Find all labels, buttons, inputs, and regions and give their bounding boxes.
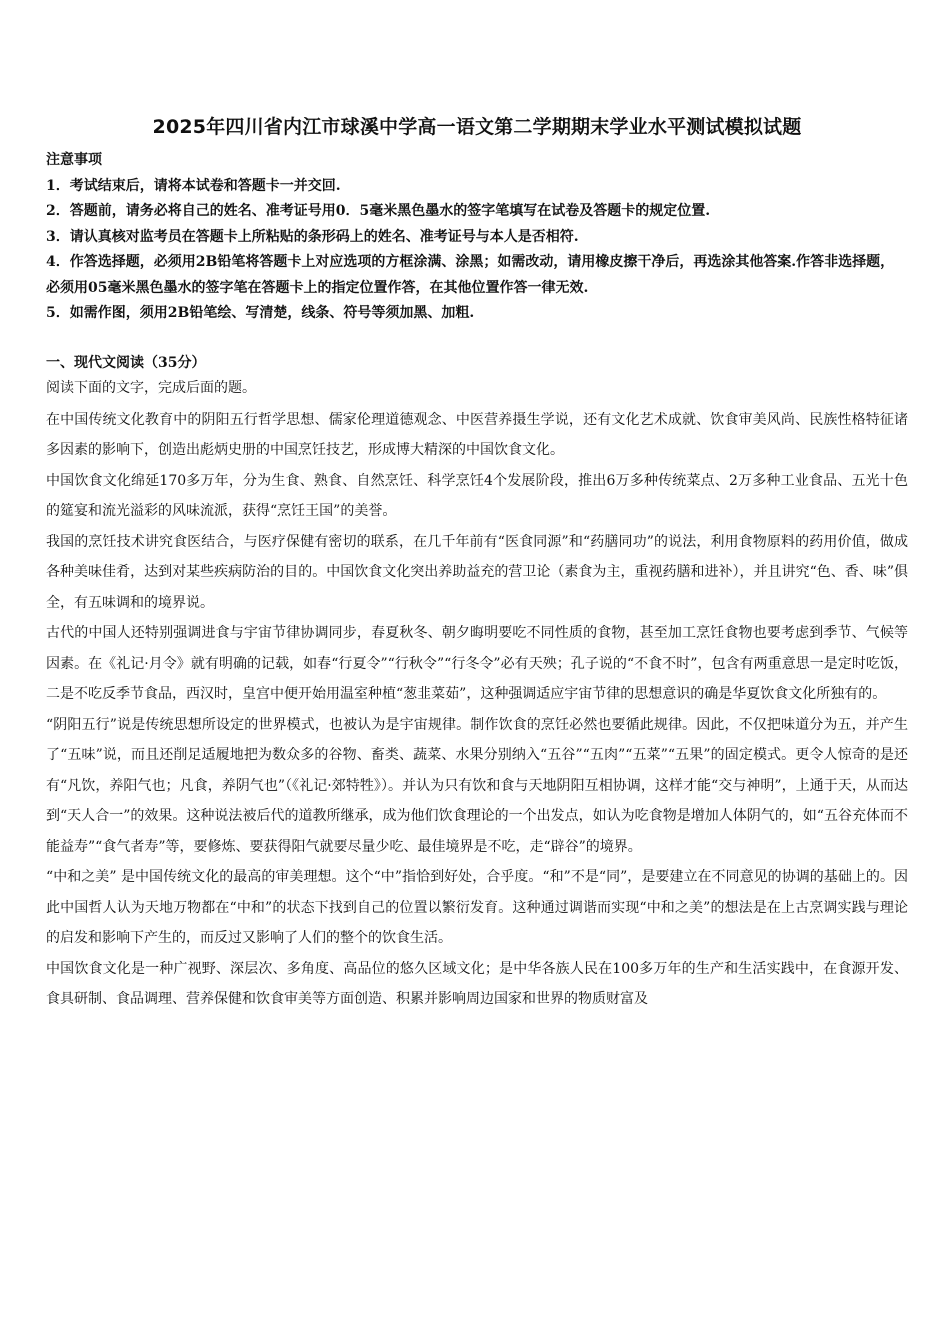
body-paragraph: 在中国传统文化教育中的阴阳五行哲学思想、儒家伦理道德观念、中医营养摄生学说，还有文化艺术成就、饮食审美风尚、民族性格特征诸多因素的影响下，创造出彪炳史册的中国烹饪技艺，形成博大精深的中国饮食文化。 [46, 411, 908, 458]
notice-item: 5．如需作图，须用2B铅笔绘、写清楚，线条、符号等须加黑、加粗. [46, 305, 475, 321]
body-paragraph: “阴阳五行”说是传统思想所设定的世界模式，也被认为是宇宙规律。制作饮食的烹饪必然也要循此规律。因此，不仅把味道分为五，并产生了“五味”说，而且还削足适履地把为数众多的谷物、畜类、蔬菜、水果分别纳入“五谷”“五肉”“五菜”“五果”的固定模式。更令人惊奇的是还有“凡饮，养阳气也；凡食，养阴气也”（《礼记·郊特牲》）。并认为只有饮和食与天地阴阳互相协调，这样才能“交与神明”，上通于天，从而达到“天人合一”的效果。这种说法被后代的道教所继承，成为他们饮食理论的一个出发点，如认为吃食物是增加人体阴气的，如“五谷充体而不能益寿”“食气者寿”等，要修炼、要获得阳气就要尽量少吃、最佳境界是不吃，走“辟谷”的境界。 [46, 716, 908, 855]
body-paragraph: 我国的烹饪技术讲究食医结合，与医疗保健有密切的联系，在几千年前有“医食同源”和“药膳同功”的说法，利用食物原料的药用价值，做成各种美味佳肴，达到对某些疾病防治的目的。中国饮食文化突出养助益充的营卫论（素食为主，重视药膳和进补），并且讲究“色、香、味”俱全，有五味调和的境界说。 [46, 533, 908, 611]
body-paragraph: 古代的中国人还特别强调进食与宇宙节律协调同步，春夏秋冬、朝夕晦明要吃不同性质的食物，甚至加工烹饪食物也要考虑到季节、气候等因素。在《礼记·月令》就有明确的记载，如春“行夏令”“行秋令”“行冬令”必有天殃；孔子说的“不食不时”，包含有两重意思一是定时吃饭，二是不吃反季节食品，西汉时，皇宫中便开始用温室种植“葱韭菜茹”，这种强调适应宇宙节律的思想意识的确是华夏饮食文化所独有的。 [46, 625, 908, 702]
notice-heading: 注意事项 [46, 152, 102, 168]
notice-item: 2．答题前，请务必将自己的姓名、准考证号用0．5毫米黑色墨水的签字笔填写在试卷及答题卡的规定位置. [46, 203, 711, 219]
document-content [46, 112, 908, 1015]
body-paragraph: 中国饮食文化是一种广视野、深层次、多角度、高品位的悠久区域文化；是中华各族人民在100多万年的生产和生活实践中，在食源开发、食具研制、食品调理、营养保健和饮食审美等方面创造、积累并影响周边国家和世界的物质财富及 [46, 960, 908, 1007]
notice-item: 1．考试结束后，请将本试卷和答题卡一并交回. [46, 177, 341, 194]
notice-item: 3．请认真核对监考员在答题卡上所粘贴的条形码上的姓名、准考证号与本人是否相符. [46, 228, 579, 245]
section-intro: 阅读下面的文字，完成后面的题。 [46, 379, 256, 396]
page-title: 2025年四川省内江市球溪中学高一语文第二学期期末学业水平测试模拟试题 [152, 116, 802, 138]
notice-item: 4．作答选择题，必须用2B铅笔将答题卡上对应选项的方框涂满、涂黑；如需改动，请用橡皮擦干净后，再选涂其他答案.作答非选择题，必须用05毫米黑色墨水的签字笔在答题卡上的指定位置作答，在其他位置作答一律无效. [46, 254, 895, 296]
notice-block [46, 148, 908, 327]
section-heading: 一、现代文阅读（35分） [46, 354, 206, 371]
body-paragraph: 中国饮食文化绵延170多万年，分为生食、熟食、自然烹饪、科学烹饪4个发展阶段，推出6万多种传统菜点、2万多种工业食品、五光十色的筵宴和流光溢彩的风味流派，获得“烹饪王国”的美誉。 [46, 472, 908, 519]
body-paragraph: “中和之美” 是中国传统文化的最高的审美理想。这个“中”指恰到好处，合乎度。“和”不是“同”，是要建立在不同意见的协调的基础上的。因此中国哲人认为天地万物都在“中和”的状态下找到自己的位置以繁衍发育。这种通过调谐而实现“中和之美”的想法是在上古烹调实践与理论的启发和影响下产生的，而反过又影响了人们的整个的饮食生活。 [46, 869, 908, 946]
